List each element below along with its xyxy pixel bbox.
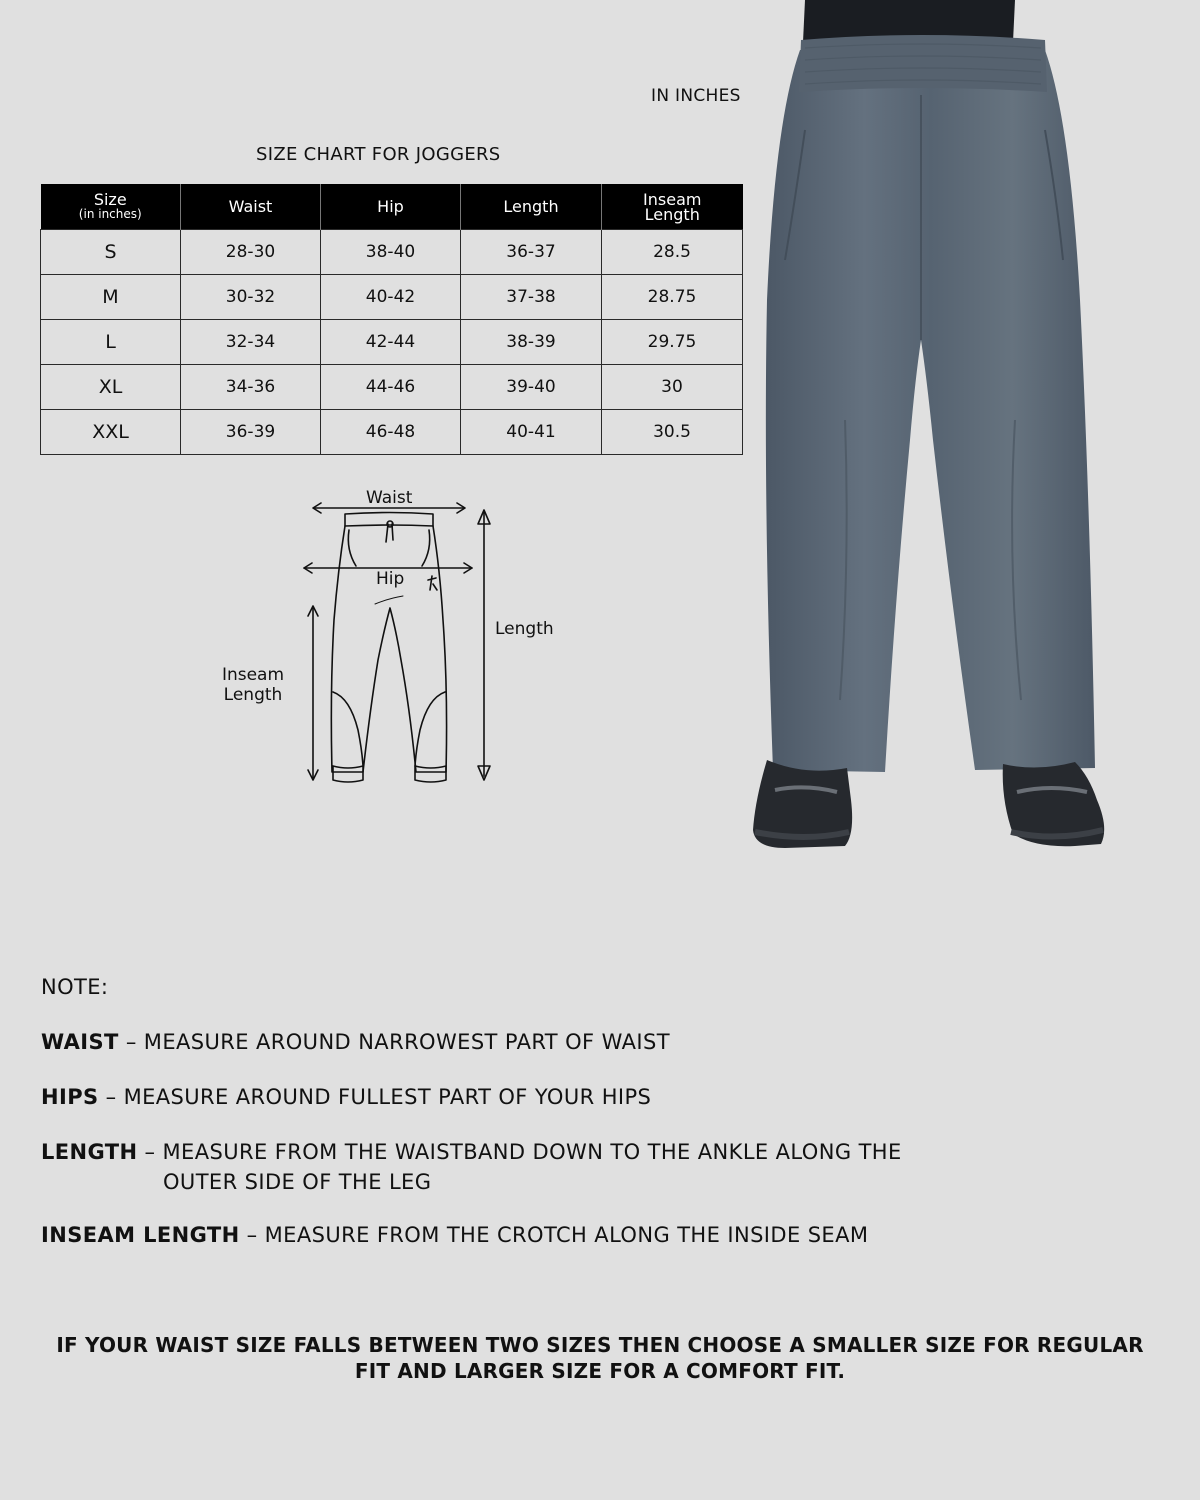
table-row	[41, 410, 743, 455]
waist-cell: 28-30	[181, 230, 321, 275]
chart-title: SIZE CHART FOR JOGGERS	[256, 144, 501, 165]
note-length: LENGTH – MEASURE FROM THE WAISTBAND DOWN TO THE ANKLE ALONG THE	[41, 1140, 902, 1164]
waist-cell: 32-34	[181, 320, 321, 365]
diagram-length-label: Length	[495, 619, 554, 639]
hip-cell: 40-42	[321, 275, 461, 320]
inseam-cell: 30	[602, 365, 743, 410]
header-size: Size (in inches)	[41, 184, 181, 230]
hip-cell: 44-46	[321, 365, 461, 410]
table-row	[41, 275, 743, 320]
notes-heading: NOTE:	[41, 975, 109, 999]
table-header-row	[41, 184, 743, 230]
hip-cell: 42-44	[321, 320, 461, 365]
measurement-diagram	[200, 480, 580, 800]
note-inseam: INSEAM LENGTH – MEASURE FROM THE CROTCH ALONG THE INSIDE SEAM	[41, 1223, 869, 1247]
header-hip: Hip	[321, 184, 461, 230]
units-label: IN INCHES	[651, 86, 741, 106]
size-cell: XXL	[41, 410, 181, 455]
note-waist: WAIST – MEASURE AROUND NARROWEST PART OF WAIST	[41, 1030, 670, 1054]
diagram-hip-label: Hip	[376, 569, 405, 589]
waist-cell: 30-32	[181, 275, 321, 320]
length-cell: 37-38	[461, 275, 602, 320]
length-cell: 40-41	[461, 410, 602, 455]
product-photo	[745, 0, 1125, 864]
inseam-cell: 28.5	[602, 230, 743, 275]
size-cell: L	[41, 320, 181, 365]
size-cell: M	[41, 275, 181, 320]
table-row	[41, 365, 743, 410]
length-cell: 38-39	[461, 320, 602, 365]
table-row	[41, 320, 743, 365]
jogger-sketch-icon	[200, 480, 580, 800]
length-cell: 36-37	[461, 230, 602, 275]
waist-cell: 36-39	[181, 410, 321, 455]
waist-cell: 34-36	[181, 365, 321, 410]
fit-tip: IF YOUR WAIST SIZE FALLS BETWEEN TWO SIZES THEN CHOOSE A SMALLER SIZE FOR REGULAR FIT AND LARGER SIZE FOR A COMFORT FIT.	[56, 1333, 1144, 1383]
inseam-cell: 28.75	[602, 275, 743, 320]
header-length: Length	[461, 184, 602, 230]
hip-cell: 46-48	[321, 410, 461, 455]
note-length-cont: OUTER SIDE OF THE LEG	[163, 1170, 432, 1194]
size-cell: S	[41, 230, 181, 275]
diagram-waist-label: Waist	[366, 488, 413, 508]
jogger-model-image	[745, 0, 1125, 860]
header-inseam: Inseam Length	[602, 184, 743, 230]
diagram-inseam-label: Inseam Length	[221, 665, 285, 705]
inseam-cell: 29.75	[602, 320, 743, 365]
header-waist: Waist	[181, 184, 321, 230]
note-hips: HIPS – MEASURE AROUND FULLEST PART OF YOUR HIPS	[41, 1085, 652, 1109]
table-row	[41, 230, 743, 275]
inseam-cell: 30.5	[602, 410, 743, 455]
length-cell: 39-40	[461, 365, 602, 410]
size-cell: XL	[41, 365, 181, 410]
hip-cell: 38-40	[321, 230, 461, 275]
size-chart-table	[40, 184, 743, 455]
